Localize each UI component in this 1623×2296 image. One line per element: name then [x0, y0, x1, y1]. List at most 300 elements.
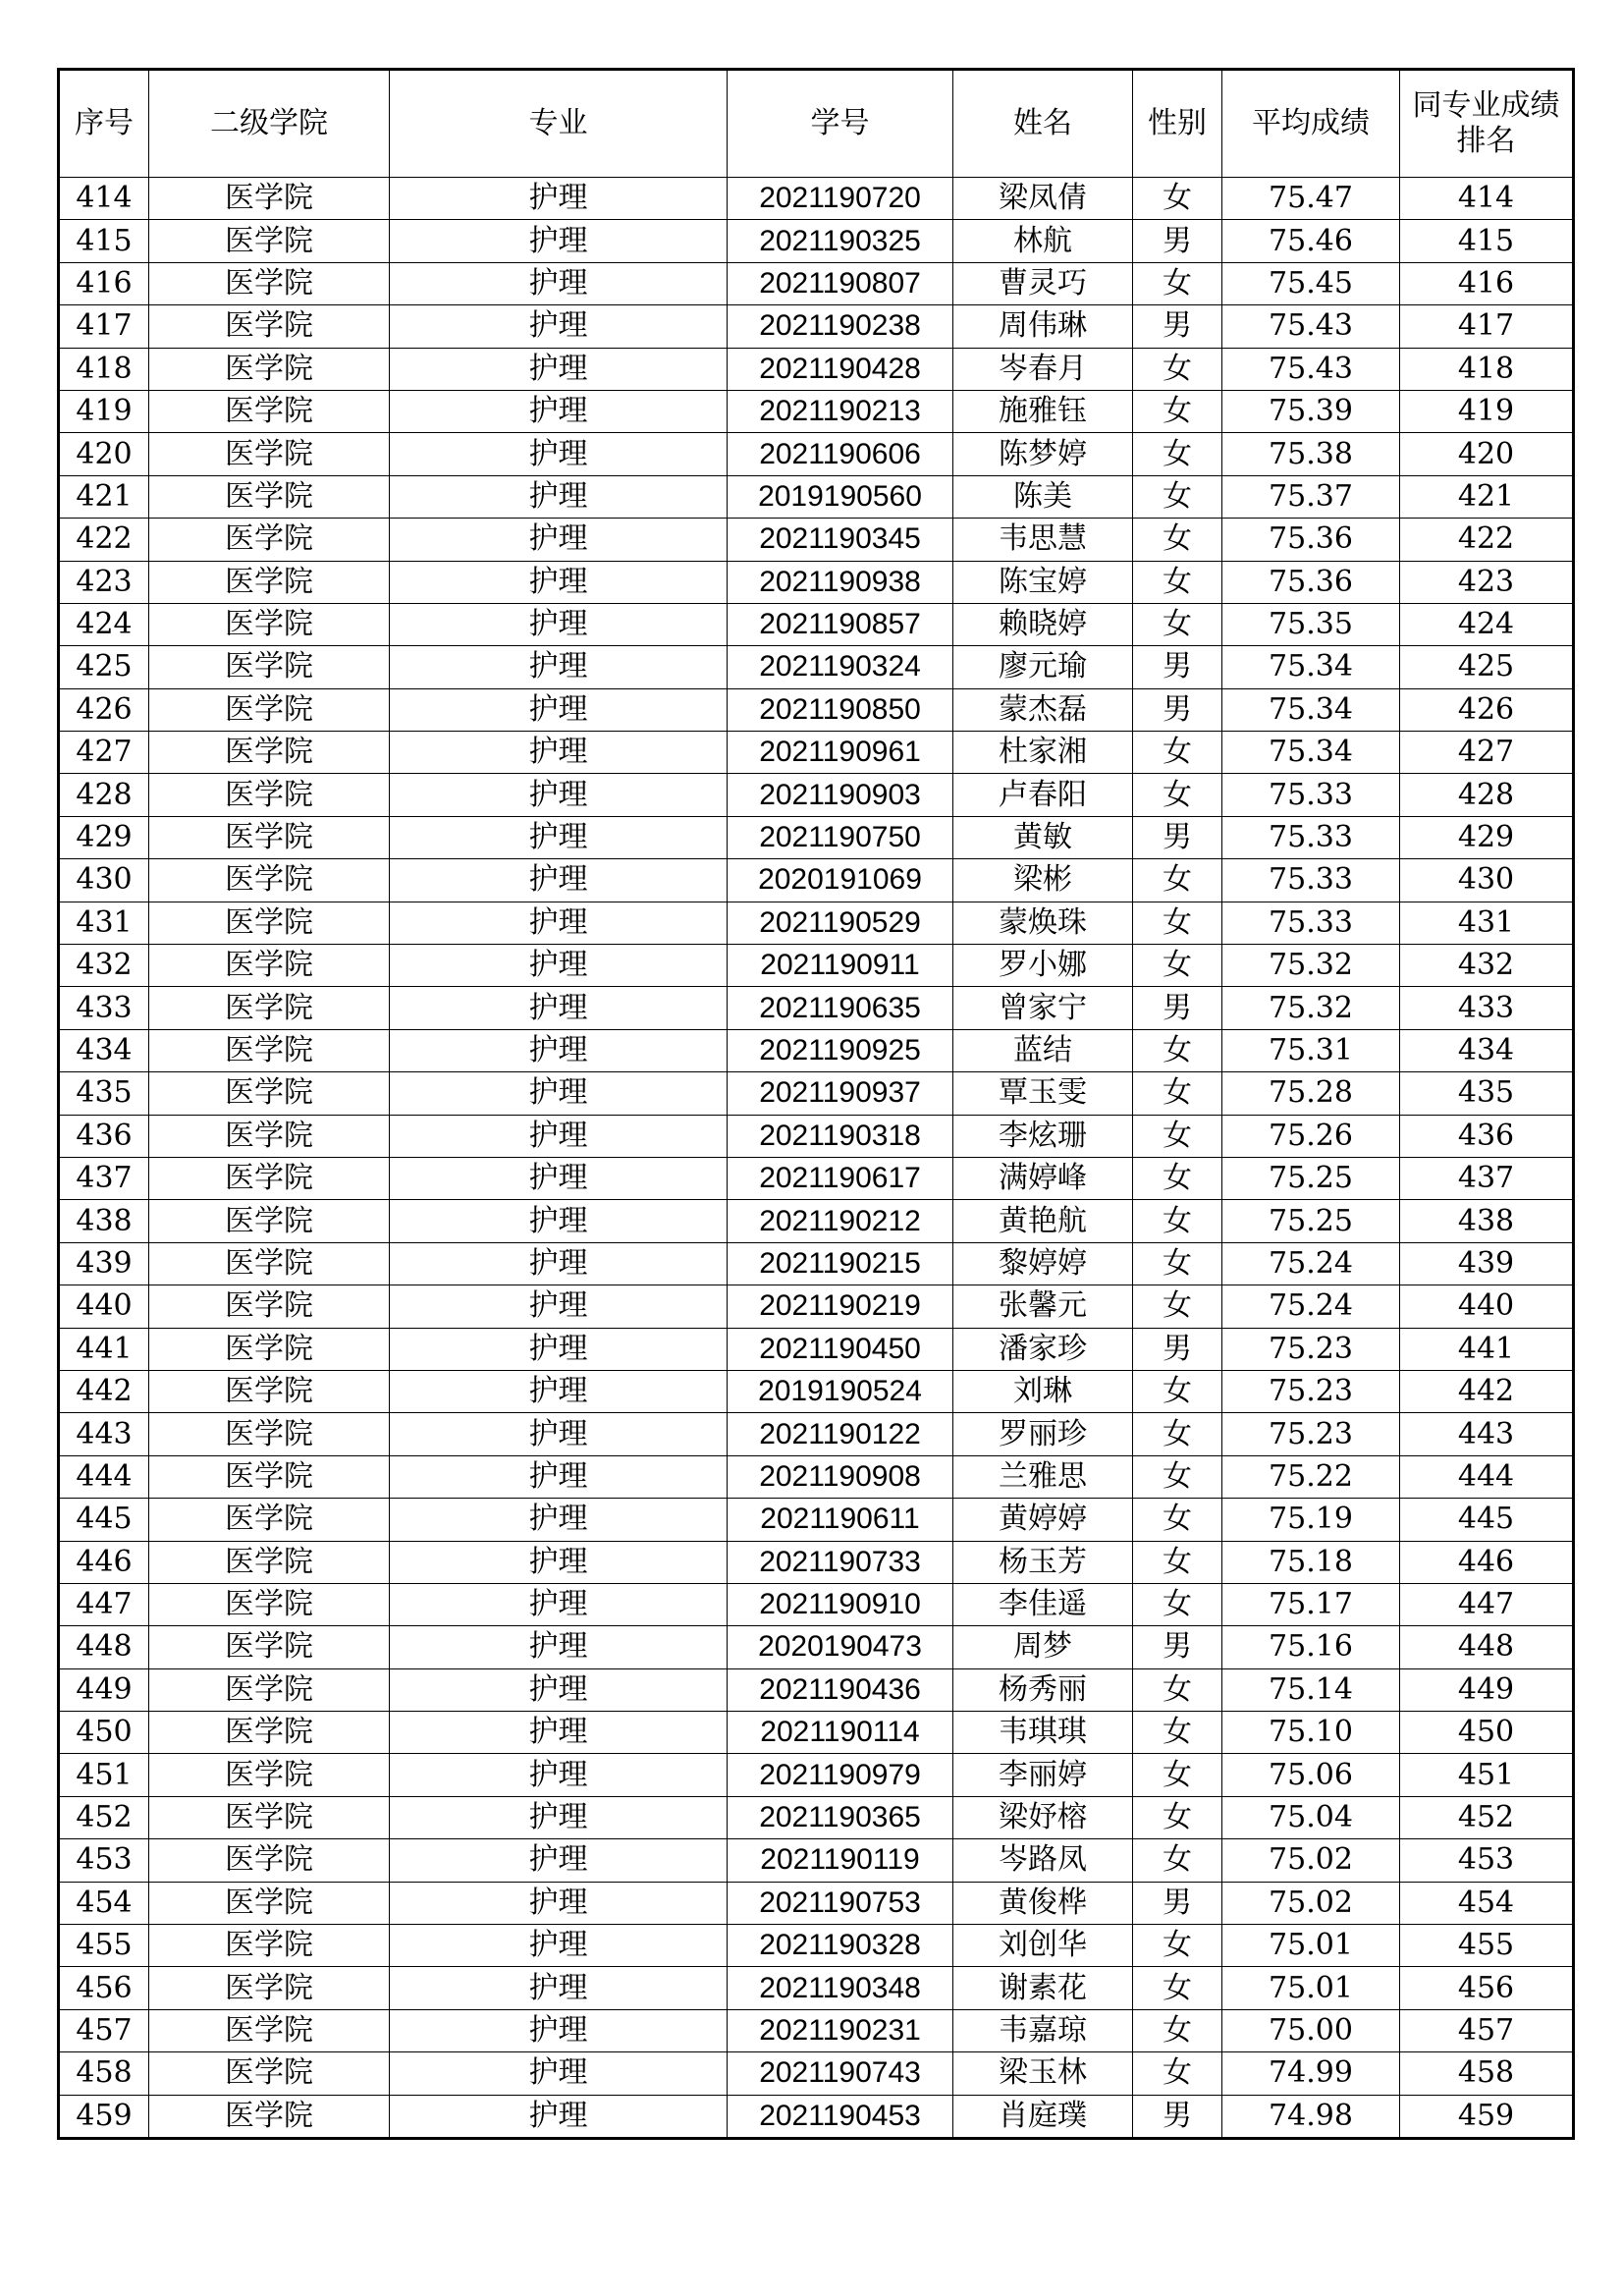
avg-score-cell: 75.22 [1222, 1455, 1400, 1498]
row-index: 430 [59, 859, 149, 902]
college-cell: 医学院 [149, 1882, 390, 1924]
table-header-row [59, 70, 1574, 178]
student-name-cell: 陈美 [953, 475, 1133, 518]
row-index: 434 [59, 1029, 149, 1071]
gender-cell: 女 [1133, 1967, 1222, 2009]
major-cell: 护理 [390, 1370, 728, 1412]
student-id-cell: 2021190238 [728, 305, 953, 348]
gender-cell: 女 [1133, 475, 1222, 518]
student-name-cell: 刘创华 [953, 1925, 1133, 1967]
student-name-cell: 黄敏 [953, 816, 1133, 858]
avg-score-cell: 75.37 [1222, 475, 1400, 518]
student-name-cell: 蒙杰磊 [953, 688, 1133, 731]
major-cell: 护理 [390, 1285, 728, 1328]
college-cell: 医学院 [149, 348, 390, 390]
rank-cell: 455 [1400, 1925, 1574, 1967]
row-index: 456 [59, 1967, 149, 2009]
college-cell: 医学院 [149, 1754, 390, 1796]
table-row [59, 688, 1574, 731]
college-cell: 医学院 [149, 519, 390, 561]
avg-score-cell: 75.46 [1222, 220, 1400, 262]
avg-score-cell: 75.23 [1222, 1370, 1400, 1412]
major-cell: 护理 [390, 1839, 728, 1882]
student-id-cell: 2021190857 [728, 603, 953, 645]
major-cell: 护理 [390, 603, 728, 645]
gender-cell: 女 [1133, 1583, 1222, 1625]
student-id-cell: 2021190365 [728, 1796, 953, 1838]
major-cell: 护理 [390, 1925, 728, 1967]
avg-score-cell: 75.25 [1222, 1157, 1400, 1199]
gender-cell: 女 [1133, 561, 1222, 603]
rank-cell: 417 [1400, 305, 1574, 348]
rank-cell: 433 [1400, 987, 1574, 1029]
student-name-cell: 张馨元 [953, 1285, 1133, 1328]
college-cell: 医学院 [149, 2095, 390, 2138]
college-cell: 医学院 [149, 1925, 390, 1967]
college-cell: 医学院 [149, 1583, 390, 1625]
rank-cell: 432 [1400, 945, 1574, 987]
rank-cell: 450 [1400, 1712, 1574, 1754]
rank-cell: 427 [1400, 732, 1574, 774]
rank-cell: 438 [1400, 1200, 1574, 1242]
row-index: 437 [59, 1157, 149, 1199]
gender-cell: 女 [1133, 1796, 1222, 1838]
student-id-cell: 2021190114 [728, 1712, 953, 1754]
rank-cell: 441 [1400, 1328, 1574, 1370]
gender-cell: 女 [1133, 1285, 1222, 1328]
rank-cell: 426 [1400, 688, 1574, 731]
table-row [59, 732, 1574, 774]
rank-cell: 419 [1400, 390, 1574, 432]
student-id-cell: 2021190606 [728, 433, 953, 475]
table-row [59, 1115, 1574, 1157]
header-gender: 性别 [1133, 70, 1222, 178]
row-index: 414 [59, 178, 149, 220]
student-name-cell: 覃玉雯 [953, 1072, 1133, 1115]
avg-score-cell: 75.47 [1222, 178, 1400, 220]
row-index: 431 [59, 902, 149, 944]
table-row [59, 262, 1574, 304]
major-cell: 护理 [390, 178, 728, 220]
student-name-cell: 李炫珊 [953, 1115, 1133, 1157]
avg-score-cell: 75.36 [1222, 519, 1400, 561]
student-id-cell: 2021190925 [728, 1029, 953, 1071]
avg-score-cell: 75.02 [1222, 1882, 1400, 1924]
student-name-cell: 梁玉林 [953, 2052, 1133, 2095]
gender-cell: 女 [1133, 1413, 1222, 1455]
major-cell: 护理 [390, 220, 728, 262]
rank-cell: 435 [1400, 1072, 1574, 1115]
row-index: 433 [59, 987, 149, 1029]
row-index: 459 [59, 2095, 149, 2138]
row-index: 443 [59, 1413, 149, 1455]
table-row [59, 1925, 1574, 1967]
student-id-cell: 2020191069 [728, 859, 953, 902]
major-cell: 护理 [390, 1668, 728, 1711]
major-cell: 护理 [390, 688, 728, 731]
rank-cell: 428 [1400, 774, 1574, 816]
gender-cell: 女 [1133, 1925, 1222, 1967]
table-row [59, 1029, 1574, 1071]
gender-cell: 女 [1133, 1029, 1222, 1071]
table-row [59, 987, 1574, 1029]
student-id-cell: 2021190231 [728, 2009, 953, 2051]
table-row [59, 1712, 1574, 1754]
avg-score-cell: 75.17 [1222, 1583, 1400, 1625]
avg-score-cell: 74.99 [1222, 2052, 1400, 2095]
table-row [59, 1413, 1574, 1455]
gender-cell: 女 [1133, 1115, 1222, 1157]
table-row [59, 1754, 1574, 1796]
gender-cell: 女 [1133, 2009, 1222, 2051]
major-cell: 护理 [390, 1626, 728, 1668]
table-row [59, 178, 1574, 220]
student-name-cell: 梁妤榕 [953, 1796, 1133, 1838]
college-cell: 医学院 [149, 390, 390, 432]
avg-score-cell: 75.10 [1222, 1712, 1400, 1754]
table-row [59, 2095, 1574, 2138]
gender-cell: 女 [1133, 1839, 1222, 1882]
avg-score-cell: 75.00 [1222, 2009, 1400, 2051]
student-name-cell: 黄艳航 [953, 1200, 1133, 1242]
table-row [59, 902, 1574, 944]
major-cell: 护理 [390, 1072, 728, 1115]
row-index: 445 [59, 1499, 149, 1541]
table-row [59, 774, 1574, 816]
row-index: 457 [59, 2009, 149, 2051]
table-row [59, 1796, 1574, 1838]
rank-cell: 430 [1400, 859, 1574, 902]
row-index: 423 [59, 561, 149, 603]
table-body [59, 178, 1574, 2139]
row-index: 444 [59, 1455, 149, 1498]
row-index: 447 [59, 1583, 149, 1625]
row-index: 441 [59, 1328, 149, 1370]
college-cell: 医学院 [149, 774, 390, 816]
gender-cell: 男 [1133, 1328, 1222, 1370]
avg-score-cell: 75.14 [1222, 1668, 1400, 1711]
student-name-cell: 兰雅思 [953, 1455, 1133, 1498]
avg-score-cell: 75.06 [1222, 1754, 1400, 1796]
student-id-cell: 2021190453 [728, 2095, 953, 2138]
table-row [59, 859, 1574, 902]
major-cell: 护理 [390, 1541, 728, 1583]
student-id-cell: 2021190122 [728, 1413, 953, 1455]
major-cell: 护理 [390, 305, 728, 348]
avg-score-cell: 74.98 [1222, 2095, 1400, 2138]
major-cell: 护理 [390, 859, 728, 902]
student-name-cell: 杜家湘 [953, 732, 1133, 774]
gender-cell: 女 [1133, 1455, 1222, 1498]
table-row [59, 1455, 1574, 1498]
avg-score-cell: 75.34 [1222, 646, 1400, 688]
gender-cell: 男 [1133, 816, 1222, 858]
college-cell: 医学院 [149, 1541, 390, 1583]
table-row [59, 390, 1574, 432]
college-cell: 医学院 [149, 2009, 390, 2051]
rank-cell: 434 [1400, 1029, 1574, 1071]
major-cell: 护理 [390, 646, 728, 688]
student-id-cell: 2021190961 [728, 732, 953, 774]
student-name-cell: 赖晓婷 [953, 603, 1133, 645]
major-cell: 护理 [390, 1413, 728, 1455]
major-cell: 护理 [390, 1499, 728, 1541]
row-index: 454 [59, 1882, 149, 1924]
student-id-cell: 2021190219 [728, 1285, 953, 1328]
major-cell: 护理 [390, 1712, 728, 1754]
rank-cell: 415 [1400, 220, 1574, 262]
table-row [59, 1328, 1574, 1370]
rank-cell: 418 [1400, 348, 1574, 390]
student-name-cell: 周梦 [953, 1626, 1133, 1668]
avg-score-cell: 75.19 [1222, 1499, 1400, 1541]
major-cell: 护理 [390, 2095, 728, 2138]
rank-cell: 447 [1400, 1583, 1574, 1625]
gender-cell: 女 [1133, 390, 1222, 432]
rank-cell: 421 [1400, 475, 1574, 518]
rank-cell: 425 [1400, 646, 1574, 688]
table-row [59, 1967, 1574, 2009]
table-row [59, 519, 1574, 561]
student-id-cell: 2021190635 [728, 987, 953, 1029]
table-row [59, 816, 1574, 858]
student-id-cell: 2021190850 [728, 688, 953, 731]
student-id-cell: 2021190529 [728, 902, 953, 944]
gender-cell: 女 [1133, 433, 1222, 475]
rank-cell: 431 [1400, 902, 1574, 944]
major-cell: 护理 [390, 1967, 728, 2009]
row-index: 438 [59, 1200, 149, 1242]
table-row [59, 1499, 1574, 1541]
college-cell: 医学院 [149, 859, 390, 902]
avg-score-cell: 75.02 [1222, 1839, 1400, 1882]
gender-cell: 女 [1133, 1200, 1222, 1242]
avg-score-cell: 75.32 [1222, 987, 1400, 1029]
header-avg-score: 平均成绩 [1222, 70, 1400, 178]
college-cell: 医学院 [149, 1967, 390, 2009]
rank-cell: 459 [1400, 2095, 1574, 2138]
gender-cell: 女 [1133, 1242, 1222, 1285]
student-id-cell: 2021190345 [728, 519, 953, 561]
college-cell: 医学院 [149, 1370, 390, 1412]
student-id-cell: 2021190213 [728, 390, 953, 432]
header-major: 专业 [390, 70, 728, 178]
student-name-cell: 陈梦婷 [953, 433, 1133, 475]
student-id-cell: 2021190318 [728, 1115, 953, 1157]
gender-cell: 男 [1133, 1626, 1222, 1668]
student-name-cell: 李丽婷 [953, 1754, 1133, 1796]
major-cell: 护理 [390, 902, 728, 944]
rank-cell: 439 [1400, 1242, 1574, 1285]
table-row [59, 1200, 1574, 1242]
student-id-cell: 2021190938 [728, 561, 953, 603]
gender-cell: 女 [1133, 859, 1222, 902]
row-index: 450 [59, 1712, 149, 1754]
row-index: 419 [59, 390, 149, 432]
rank-cell: 453 [1400, 1839, 1574, 1882]
college-cell: 医学院 [149, 987, 390, 1029]
table-row [59, 1583, 1574, 1625]
row-index: 418 [59, 348, 149, 390]
college-cell: 医学院 [149, 945, 390, 987]
major-cell: 护理 [390, 1242, 728, 1285]
avg-score-cell: 75.45 [1222, 262, 1400, 304]
student-id-cell: 2021190428 [728, 348, 953, 390]
student-name-cell: 罗丽珍 [953, 1413, 1133, 1455]
row-index: 425 [59, 646, 149, 688]
student-name-cell: 黎婷婷 [953, 1242, 1133, 1285]
major-cell: 护理 [390, 1455, 728, 1498]
grade-ranking-table [57, 68, 1575, 2140]
rank-cell: 414 [1400, 178, 1574, 220]
student-name-cell: 潘家珍 [953, 1328, 1133, 1370]
student-name-cell: 林航 [953, 220, 1133, 262]
gender-cell: 女 [1133, 603, 1222, 645]
student-id-cell: 2021190750 [728, 816, 953, 858]
student-id-cell: 2021190611 [728, 1499, 953, 1541]
student-name-cell: 蒙焕珠 [953, 902, 1133, 944]
row-index: 420 [59, 433, 149, 475]
college-cell: 医学院 [149, 433, 390, 475]
college-cell: 医学院 [149, 1242, 390, 1285]
gender-cell: 女 [1133, 774, 1222, 816]
avg-score-cell: 75.34 [1222, 688, 1400, 731]
rank-cell: 436 [1400, 1115, 1574, 1157]
table-row [59, 1285, 1574, 1328]
header-rank: 同专业成绩排名 [1400, 70, 1574, 178]
rank-cell: 424 [1400, 603, 1574, 645]
student-name-cell: 满婷峰 [953, 1157, 1133, 1199]
avg-score-cell: 75.43 [1222, 348, 1400, 390]
college-cell: 医学院 [149, 732, 390, 774]
college-cell: 医学院 [149, 1839, 390, 1882]
gender-cell: 女 [1133, 1541, 1222, 1583]
row-index: 422 [59, 519, 149, 561]
avg-score-cell: 75.16 [1222, 1626, 1400, 1668]
student-name-cell: 谢素花 [953, 1967, 1133, 2009]
rank-cell: 440 [1400, 1285, 1574, 1328]
row-index: 453 [59, 1839, 149, 1882]
major-cell: 护理 [390, 945, 728, 987]
row-index: 416 [59, 262, 149, 304]
rank-cell: 416 [1400, 262, 1574, 304]
row-index: 429 [59, 816, 149, 858]
college-cell: 医学院 [149, 262, 390, 304]
student-name-cell: 肖庭璞 [953, 2095, 1133, 2138]
major-cell: 护理 [390, 348, 728, 390]
student-id-cell: 2021190324 [728, 646, 953, 688]
student-id-cell: 2021190212 [728, 1200, 953, 1242]
gender-cell: 女 [1133, 1668, 1222, 1711]
table-row [59, 1882, 1574, 1924]
avg-score-cell: 75.18 [1222, 1541, 1400, 1583]
avg-score-cell: 75.24 [1222, 1242, 1400, 1285]
student-name-cell: 梁凤倩 [953, 178, 1133, 220]
gender-cell: 女 [1133, 1499, 1222, 1541]
avg-score-cell: 75.24 [1222, 1285, 1400, 1328]
student-id-cell: 2019190560 [728, 475, 953, 518]
avg-score-cell: 75.25 [1222, 1200, 1400, 1242]
table-row [59, 2009, 1574, 2051]
college-cell: 医学院 [149, 1029, 390, 1071]
major-cell: 护理 [390, 774, 728, 816]
table-row [59, 603, 1574, 645]
gender-cell: 女 [1133, 1754, 1222, 1796]
header-idx: 序号 [59, 70, 149, 178]
gender-cell: 男 [1133, 305, 1222, 348]
row-index: 417 [59, 305, 149, 348]
student-name-cell: 韦思慧 [953, 519, 1133, 561]
major-cell: 护理 [390, 1328, 728, 1370]
major-cell: 护理 [390, 1882, 728, 1924]
table-row [59, 945, 1574, 987]
avg-score-cell: 75.39 [1222, 390, 1400, 432]
rank-cell: 437 [1400, 1157, 1574, 1199]
gender-cell: 男 [1133, 987, 1222, 1029]
gender-cell: 女 [1133, 945, 1222, 987]
avg-score-cell: 75.38 [1222, 433, 1400, 475]
gender-cell: 女 [1133, 348, 1222, 390]
major-cell: 护理 [390, 561, 728, 603]
row-index: 426 [59, 688, 149, 731]
college-cell: 医学院 [149, 2052, 390, 2095]
row-index: 446 [59, 1541, 149, 1583]
gender-cell: 女 [1133, 262, 1222, 304]
college-cell: 医学院 [149, 603, 390, 645]
rank-cell: 420 [1400, 433, 1574, 475]
major-cell: 护理 [390, 1029, 728, 1071]
student-id-cell: 2021190450 [728, 1328, 953, 1370]
rank-cell: 458 [1400, 2052, 1574, 2095]
student-name-cell: 蓝结 [953, 1029, 1133, 1071]
gender-cell: 男 [1133, 646, 1222, 688]
student-name-cell: 杨玉芳 [953, 1541, 1133, 1583]
avg-score-cell: 75.28 [1222, 1072, 1400, 1115]
college-cell: 医学院 [149, 220, 390, 262]
major-cell: 护理 [390, 519, 728, 561]
college-cell: 医学院 [149, 1200, 390, 1242]
student-id-cell: 2021190733 [728, 1541, 953, 1583]
college-cell: 医学院 [149, 902, 390, 944]
gender-cell: 男 [1133, 220, 1222, 262]
gender-cell: 女 [1133, 519, 1222, 561]
rank-cell: 442 [1400, 1370, 1574, 1412]
avg-score-cell: 75.33 [1222, 774, 1400, 816]
table-row [59, 1157, 1574, 1199]
student-id-cell: 2021190753 [728, 1882, 953, 1924]
rank-cell: 456 [1400, 1967, 1574, 2009]
student-id-cell: 2021190215 [728, 1242, 953, 1285]
college-cell: 医学院 [149, 1796, 390, 1838]
avg-score-cell: 75.32 [1222, 945, 1400, 987]
major-cell: 护理 [390, 816, 728, 858]
row-index: 458 [59, 2052, 149, 2095]
rank-cell: 449 [1400, 1668, 1574, 1711]
rank-cell: 457 [1400, 2009, 1574, 2051]
student-id-cell: 2021190436 [728, 1668, 953, 1711]
student-name-cell: 岑春月 [953, 348, 1133, 390]
college-cell: 医学院 [149, 1328, 390, 1370]
college-cell: 医学院 [149, 1285, 390, 1328]
rank-cell: 445 [1400, 1499, 1574, 1541]
row-index: 448 [59, 1626, 149, 1668]
major-cell: 护理 [390, 475, 728, 518]
college-cell: 医学院 [149, 305, 390, 348]
avg-score-cell: 75.23 [1222, 1328, 1400, 1370]
student-id-cell: 2021190119 [728, 1839, 953, 1882]
student-id-cell: 2021190979 [728, 1754, 953, 1796]
major-cell: 护理 [390, 2052, 728, 2095]
